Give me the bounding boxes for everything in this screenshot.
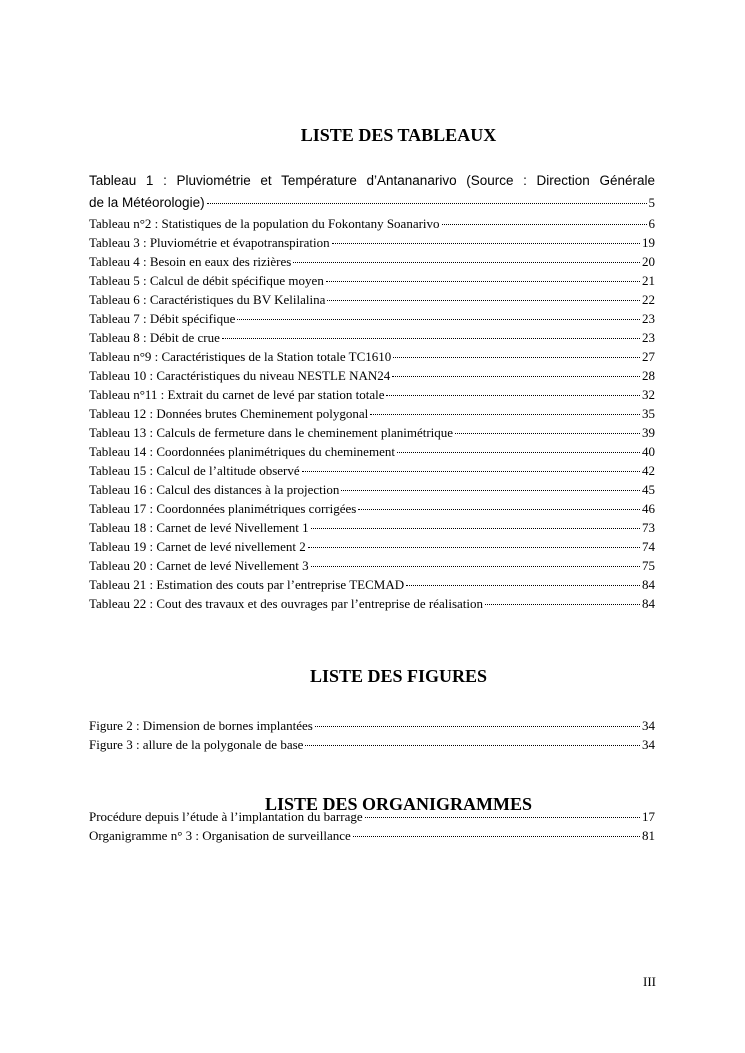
dot-leader [442,211,647,225]
toc-entry[interactable] [89,594,655,613]
list-of-figures [89,716,655,754]
toc-entry-label: Procédure depuis l’étude à l’implantation du barrage [89,809,363,824]
dot-leader [222,325,640,339]
toc-entry-page: 40 [642,444,655,459]
dot-leader [392,363,640,377]
toc-entry-label: Tableau 22 : Cout des travaux et des ouvrages par l’entreprise de réalisation [89,596,484,611]
toc-entry-page: 39 [642,425,655,440]
toc-entry-page: 84 [642,577,655,592]
toc-entry-label: Tableau 4 : Besoin en eaux des rizières [89,254,292,269]
toc-entry-page: 21 [642,273,655,288]
dot-leader [353,823,640,837]
toc-entry-label: Tableau 8 : Débit de crue [89,330,220,345]
toc-entry-page: 46 [642,501,655,516]
page-number: III [643,974,656,989]
toc-entry[interactable] [89,735,655,754]
toc-entry[interactable] [89,826,655,845]
toc-entry-label: Organigramme n° 3 : Organisation de surveillance [89,828,351,843]
dot-leader [308,534,640,548]
toc-entry-label: Tableau 13 : Calculs de fermeture dans le cheminement planimétrique [89,425,454,440]
toc-entry-label: Tableau 18 : Carnet de levé Nivellement 1 [89,520,309,535]
toc-entry-label: Tableau 6 : Caractéristiques du BV Kelilalina [89,292,326,307]
dot-leader [406,572,640,586]
dot-leader [485,591,640,605]
dot-leader [311,515,640,529]
dot-leader [455,420,640,434]
toc-entry-label: Tableau 16 : Calcul des distances à la projection [89,482,340,497]
toc-entry-label: Tableau 5 : Calcul de débit spécifique moyen [89,273,324,288]
toc-entry-page: 34 [642,737,655,752]
dot-leader [315,713,640,727]
toc-entry-page: 20 [642,254,655,269]
toc-entry-label: Tableau 14 : Coordonnées planimétriques du cheminement [89,444,395,459]
toc-entry-label: Tableau n°9 : Caractéristiques de la Station totale TC1610 [89,349,392,364]
toc-entry-page: 32 [642,387,655,402]
toc-entry-label: Tableau n°11 : Extrait du carnet de levé par station totale [89,387,385,402]
toc-entry-page: 28 [642,368,655,383]
toc-entry-label: Tableau 15 : Calcul de l’altitude observé [89,463,300,478]
toc-entry-page: 42 [642,463,655,478]
toc-entry-page: 22 [642,292,655,307]
toc-entry-page: 27 [642,349,655,364]
toc-entry-label: Figure 2 : Dimension de bornes implantées [89,718,313,733]
toc-entry-label: Tableau 7 : Débit spécifique [89,311,236,326]
dot-leader [305,732,640,746]
toc-entry-page: 17 [642,809,655,824]
toc-entry[interactable] [89,170,655,214]
dot-leader [327,287,640,301]
dot-leader [370,401,640,415]
toc-entry-label: Tableau 3 : Pluviométrie et évapotranspiration [89,235,330,250]
toc-entry-label: Tableau 12 : Données brutes Cheminement polygonal [89,406,369,421]
dot-leader [386,382,640,396]
dot-leader [341,477,640,491]
toc-entry-page: 45 [642,482,655,497]
list-of-tables [89,170,655,613]
toc-entry-page: 34 [642,718,655,733]
toc-entry-label: Tableau 20 : Carnet de levé Nivellement 3 [89,558,309,573]
dot-leader [302,458,640,472]
list-of-flowcharts-heading: LISTE DES ORGANIGRAMMES [264,794,533,814]
toc-entry-page: 6 [648,216,655,231]
dot-leader [293,249,640,263]
dot-leader [397,439,640,453]
toc-entry-page: 75 [642,558,655,573]
list-of-figures-heading: LISTE DES FIGURES [309,666,488,686]
dot-leader [393,344,640,358]
list-of-tables-heading: LISTE DES TABLEAUX [300,125,497,145]
dot-leader [358,496,640,510]
toc-entry-label: Tableau 17 : Coordonnées planimétriques corrigées [89,501,357,516]
toc-entry-label: Tableau 10 : Caractéristiques du niveau NESTLE NAN24 [89,368,391,383]
toc-entry-label: Tableau 21 : Estimation des couts par l’entreprise TECMAD [89,577,405,592]
list-of-flowcharts [89,807,655,845]
dot-leader [207,190,647,204]
toc-entry-label: Tableau 19 : Carnet de levé nivellement 2 [89,539,306,554]
toc-entry-label: Figure 3 : allure de la polygonale de base [89,737,304,752]
toc-entry-label: Tableau n°2 : Statistiques de la population du Fokontany Soanarivo [89,216,440,231]
toc-entry-page: 5 [648,195,655,210]
dot-leader [332,230,640,244]
dot-leader [237,306,640,320]
toc-entry-page: 74 [642,539,655,554]
toc-entry-label-line2: de la Météorologie) [89,195,205,210]
dot-leader [311,553,640,567]
toc-entry-page: 23 [642,330,655,345]
toc-entry-page: 19 [642,235,655,250]
toc-entry-label-line1: Tableau 1 : Pluviométrie et Température d’Antananarivo (Source : Direction Générale [89,173,655,188]
toc-entry-page: 23 [642,311,655,326]
toc-entry-page: 81 [642,828,655,843]
toc-entry-page: 73 [642,520,655,535]
toc-entry-page: 35 [642,406,655,421]
dot-leader [326,268,640,282]
dot-leader [365,804,640,818]
toc-entry-page: 84 [642,596,655,611]
table-entries [89,214,655,613]
